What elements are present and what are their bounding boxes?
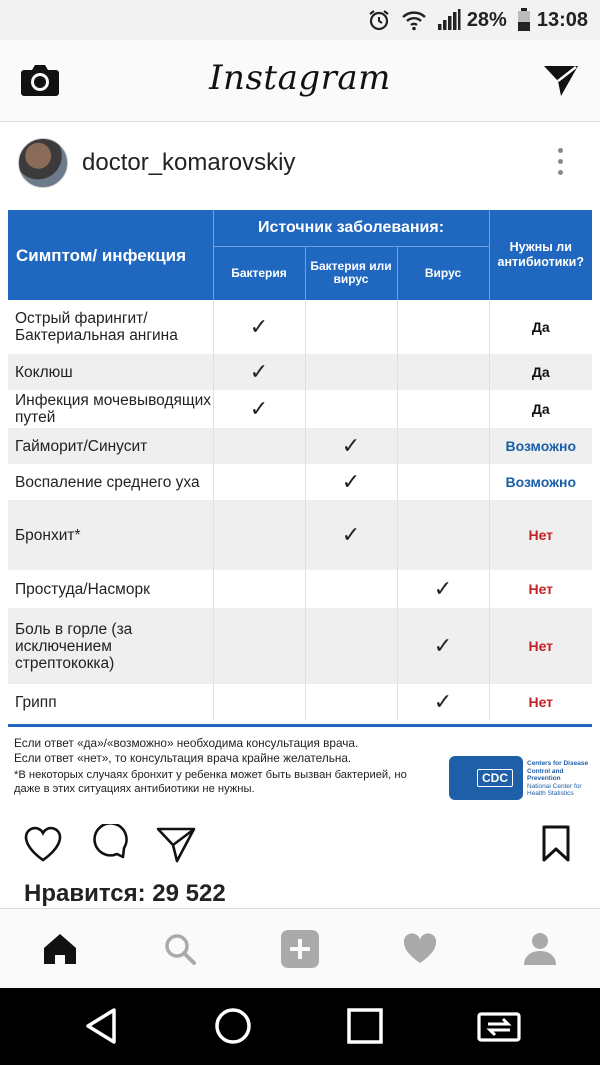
antibiotics-answer: Да bbox=[489, 354, 592, 390]
antibiotics-answer: Нет bbox=[489, 684, 592, 720]
signal-icon bbox=[437, 9, 461, 31]
source-cell-bacteria bbox=[213, 500, 305, 570]
source-cell-both bbox=[305, 300, 397, 354]
battery-icon bbox=[517, 8, 531, 32]
source-cell-both bbox=[305, 608, 397, 684]
row-condition: Острый фарингит/ Бактериальная ангина bbox=[8, 300, 213, 354]
status-bar bbox=[0, 0, 600, 40]
check-icon: ✓ bbox=[341, 433, 361, 458]
source-cell-virus bbox=[397, 300, 489, 354]
table-row bbox=[8, 570, 592, 608]
note-line-2: Если ответ «нет», то консультация врача крайне желательна. bbox=[14, 751, 352, 765]
table-row bbox=[8, 428, 592, 464]
table-row bbox=[8, 390, 592, 428]
check-icon: ✓ bbox=[433, 576, 453, 601]
comment-icon[interactable] bbox=[89, 824, 131, 869]
antibiotics-answer: Нет bbox=[489, 570, 592, 608]
source-cell-both bbox=[305, 570, 397, 608]
cdc-logo-text: Centers for Disease Control and Prevention National Center for Health Statistics bbox=[527, 760, 589, 797]
footnotes bbox=[14, 736, 434, 796]
check-icon: ✓ bbox=[249, 359, 269, 384]
antibiotics-answer: Да bbox=[489, 300, 592, 354]
recents-icon[interactable] bbox=[345, 1006, 385, 1051]
source-cell-virus bbox=[397, 428, 489, 464]
cdc-badge: CDC bbox=[449, 756, 523, 800]
source-cell-both bbox=[305, 428, 397, 464]
profile-icon[interactable] bbox=[520, 929, 560, 969]
check-icon: ✓ bbox=[341, 469, 361, 494]
source-cell-bacteria bbox=[213, 464, 305, 500]
activity-heart-icon[interactable] bbox=[400, 929, 440, 969]
source-cell-both bbox=[305, 684, 397, 720]
header-symptom: Симптом/ инфекция bbox=[16, 245, 187, 265]
antibiotics-answer: Возможно bbox=[489, 464, 592, 500]
antibiotics-table bbox=[8, 210, 592, 720]
likes-count[interactable]: Нравится: 29 522 bbox=[24, 880, 226, 907]
header-bacteria-or-virus: Бактерия или вирус bbox=[305, 246, 397, 300]
avatar[interactable] bbox=[18, 138, 68, 188]
source-cell-bacteria bbox=[213, 570, 305, 608]
header-virus: Вирус bbox=[397, 246, 489, 300]
table-row bbox=[8, 608, 592, 684]
check-icon: ✓ bbox=[249, 314, 269, 339]
bottom-nav bbox=[0, 908, 600, 988]
source-cell-virus bbox=[397, 464, 489, 500]
check-icon: ✓ bbox=[341, 522, 361, 547]
source-cell-virus bbox=[397, 354, 489, 390]
add-post-icon[interactable] bbox=[280, 929, 320, 969]
source-cell-bacteria bbox=[213, 428, 305, 464]
table-divider bbox=[8, 724, 592, 727]
note-line-1: Если ответ «да»/«возможно» необходима консультация врача. bbox=[14, 736, 359, 750]
header-antibiotics: Нужны ли антибиотики? bbox=[489, 210, 592, 300]
antibiotics-answer: Возможно bbox=[489, 428, 592, 464]
like-heart-icon[interactable] bbox=[22, 824, 64, 869]
row-condition: Грипп bbox=[8, 684, 213, 720]
table-row bbox=[8, 684, 592, 720]
cdc-logo bbox=[449, 756, 595, 802]
row-condition: Простуда/Насморк bbox=[8, 570, 213, 608]
clock: 13:08 bbox=[536, 8, 588, 31]
table-row bbox=[8, 464, 592, 500]
row-condition: Гайморит/Синусит bbox=[8, 428, 213, 464]
post-header bbox=[0, 122, 600, 206]
header-bacteria: Бактерия bbox=[213, 246, 305, 300]
source-cell-bacteria bbox=[213, 300, 305, 354]
source-cell-bacteria bbox=[213, 684, 305, 720]
table-row bbox=[8, 354, 592, 390]
antibiotics-answer: Нет bbox=[489, 500, 592, 570]
bookmark-icon[interactable] bbox=[540, 824, 572, 869]
home-icon[interactable] bbox=[40, 929, 80, 969]
wifi-icon bbox=[401, 9, 427, 31]
source-cell-virus bbox=[397, 570, 489, 608]
row-condition: Воспаление среднего уха bbox=[8, 464, 213, 500]
source-cell-bacteria bbox=[213, 608, 305, 684]
row-condition: Бронхит* bbox=[8, 500, 213, 570]
screen-switch-icon[interactable] bbox=[476, 1006, 522, 1051]
source-cell-both bbox=[305, 354, 397, 390]
post-actions bbox=[0, 812, 600, 878]
system-nav-bar bbox=[0, 988, 600, 1065]
row-condition: Коклюш bbox=[8, 354, 213, 390]
row-condition: Инфекция мочевыводящих путей bbox=[8, 390, 213, 428]
battery-percent: 28% bbox=[466, 8, 507, 31]
back-icon[interactable] bbox=[82, 1006, 122, 1051]
source-cell-both bbox=[305, 500, 397, 570]
direct-message-icon[interactable] bbox=[542, 62, 580, 103]
app-header bbox=[0, 40, 600, 122]
header-source: Источник заболевания: bbox=[213, 210, 489, 246]
source-cell-bacteria bbox=[213, 354, 305, 390]
antibiotics-answer: Нет bbox=[489, 608, 592, 684]
home-button-icon[interactable] bbox=[213, 1006, 253, 1051]
check-icon: ✓ bbox=[433, 633, 453, 658]
table-row bbox=[8, 300, 592, 354]
more-options-icon[interactable] bbox=[558, 148, 566, 181]
share-icon[interactable] bbox=[155, 824, 197, 869]
source-cell-virus bbox=[397, 500, 489, 570]
source-cell-virus bbox=[397, 390, 489, 428]
check-icon: ✓ bbox=[249, 396, 269, 421]
row-condition: Боль в горле (за исключением стрептококка) bbox=[8, 608, 213, 684]
app-logo: Instagram bbox=[209, 58, 391, 98]
table-row bbox=[8, 500, 592, 570]
post-username[interactable]: doctor_komarovskiy bbox=[82, 149, 296, 176]
post-image[interactable] bbox=[0, 206, 600, 812]
source-cell-virus bbox=[397, 608, 489, 684]
search-icon[interactable] bbox=[160, 929, 200, 969]
note-line-3: *В некоторых случаях бронхит у ребенка может быть вызван бактерией, но даже в этих ситуациях антибиотики не нужны. bbox=[14, 769, 407, 795]
check-icon: ✓ bbox=[433, 689, 453, 714]
source-cell-virus bbox=[397, 684, 489, 720]
alarm-icon bbox=[367, 8, 391, 32]
source-cell-both bbox=[305, 390, 397, 428]
source-cell-bacteria bbox=[213, 390, 305, 428]
antibiotics-answer: Да bbox=[489, 390, 592, 428]
source-cell-both bbox=[305, 464, 397, 500]
